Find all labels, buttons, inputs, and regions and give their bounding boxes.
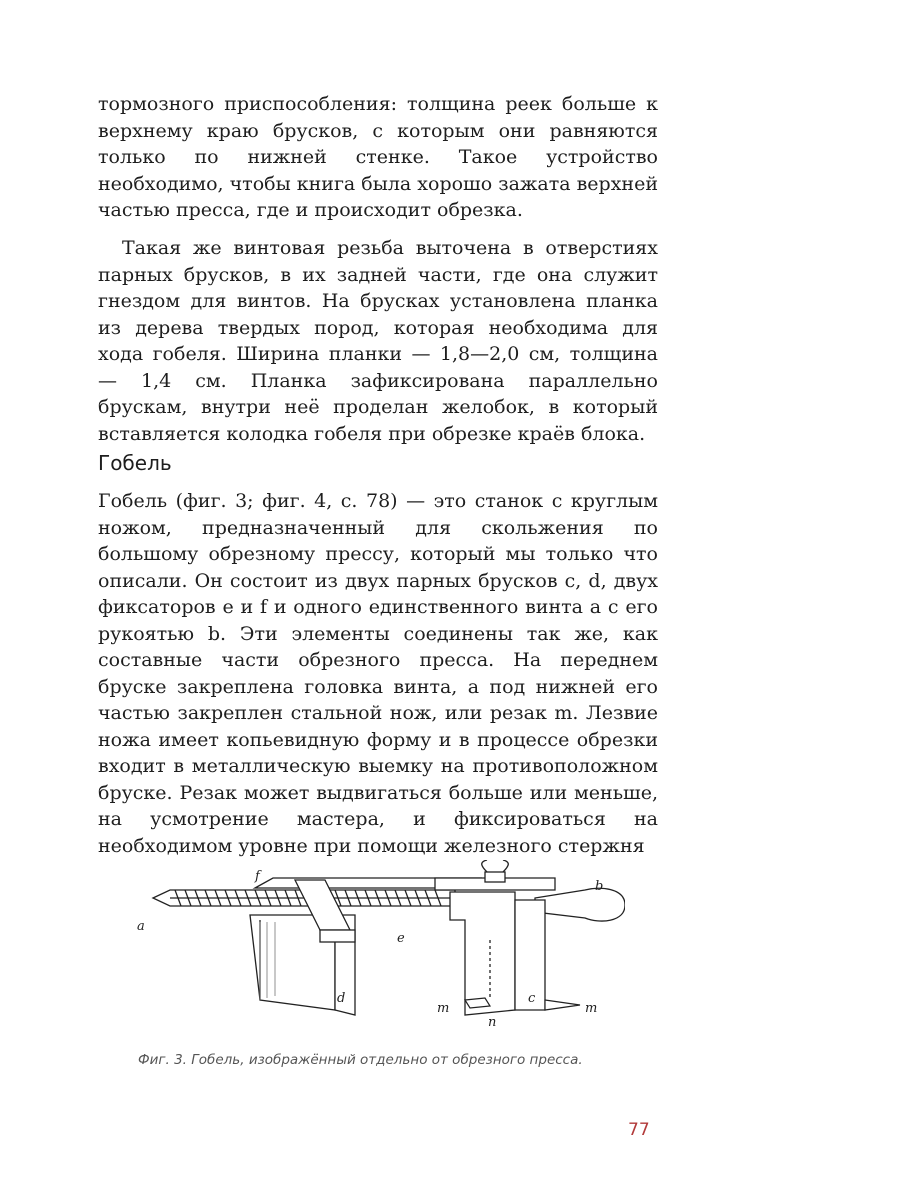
paragraph-2-text: Такая же винтовая резьба выточена в отверстиях парных брусков, в их задней части, где она служит гнездом для винтов. На брусках установлена планка из дерева твердых пород, которая необходима для хода гобеля. Ширина планки — 1,8—2,0 см, толщина — 1,4 см. Планка зафиксирована параллельно брускам, внутри неё проделан желобок, в который вставляется колодка гобеля при обрезке краёв блока. (98, 237, 658, 445)
label-a: a (137, 919, 145, 934)
label-n: n (488, 1015, 497, 1030)
label-f: f (255, 869, 260, 884)
paragraph-1-text: тормозного приспособления: толщина реек больше к верхнему краю брусков, с которым они равняются только по нижней стенке. Такое устройство необходимо, чтобы книга была хорошо зажата верхней частью пресса, где и происходит обрезка. (98, 93, 658, 221)
label-m-right: m (585, 1001, 598, 1016)
body-paragraph-1 (98, 91, 658, 224)
figure-caption: Фиг. 3. Гобель, изображённый отдельно от обрезного пресса. (138, 1052, 583, 1068)
section-heading: Гобель (98, 451, 172, 475)
label-d: d (337, 991, 346, 1006)
label-e: e (397, 931, 405, 946)
page-number: 77 (628, 1120, 650, 1140)
body-paragraph-2 (98, 235, 658, 447)
label-m-left: m (437, 1001, 450, 1016)
body-paragraph-3 (98, 488, 658, 859)
label-b: b (595, 879, 604, 894)
label-c: c (528, 991, 536, 1006)
paragraph-3-text: Гобель (фиг. 3; фиг. 4, с. 78) — это станок с круглым ножом, предназначенный для скольжения по большому обрезному прессу, который мы только что описали. Он состоит из двух парных брусков c, d, двух фиксаторов e и f и одного единственного винта a с его рукоятью b. Эти элементы соединены так же, как составные части обрезного пресса. На переднем бруске закреплена головка винта, а под нижней его частью закреплен стальной нож, или резак m. Лезвие ножа имеет копьевидную форму и в процессе обрезки входит в металлическую выемку на противоположном бруске. Резак может выдвигаться больше или меньше, на усмотрение мастера, и фиксироваться на необходимом уровне при помощи железного стержня (98, 490, 658, 857)
plough-illustration (135, 860, 625, 1040)
